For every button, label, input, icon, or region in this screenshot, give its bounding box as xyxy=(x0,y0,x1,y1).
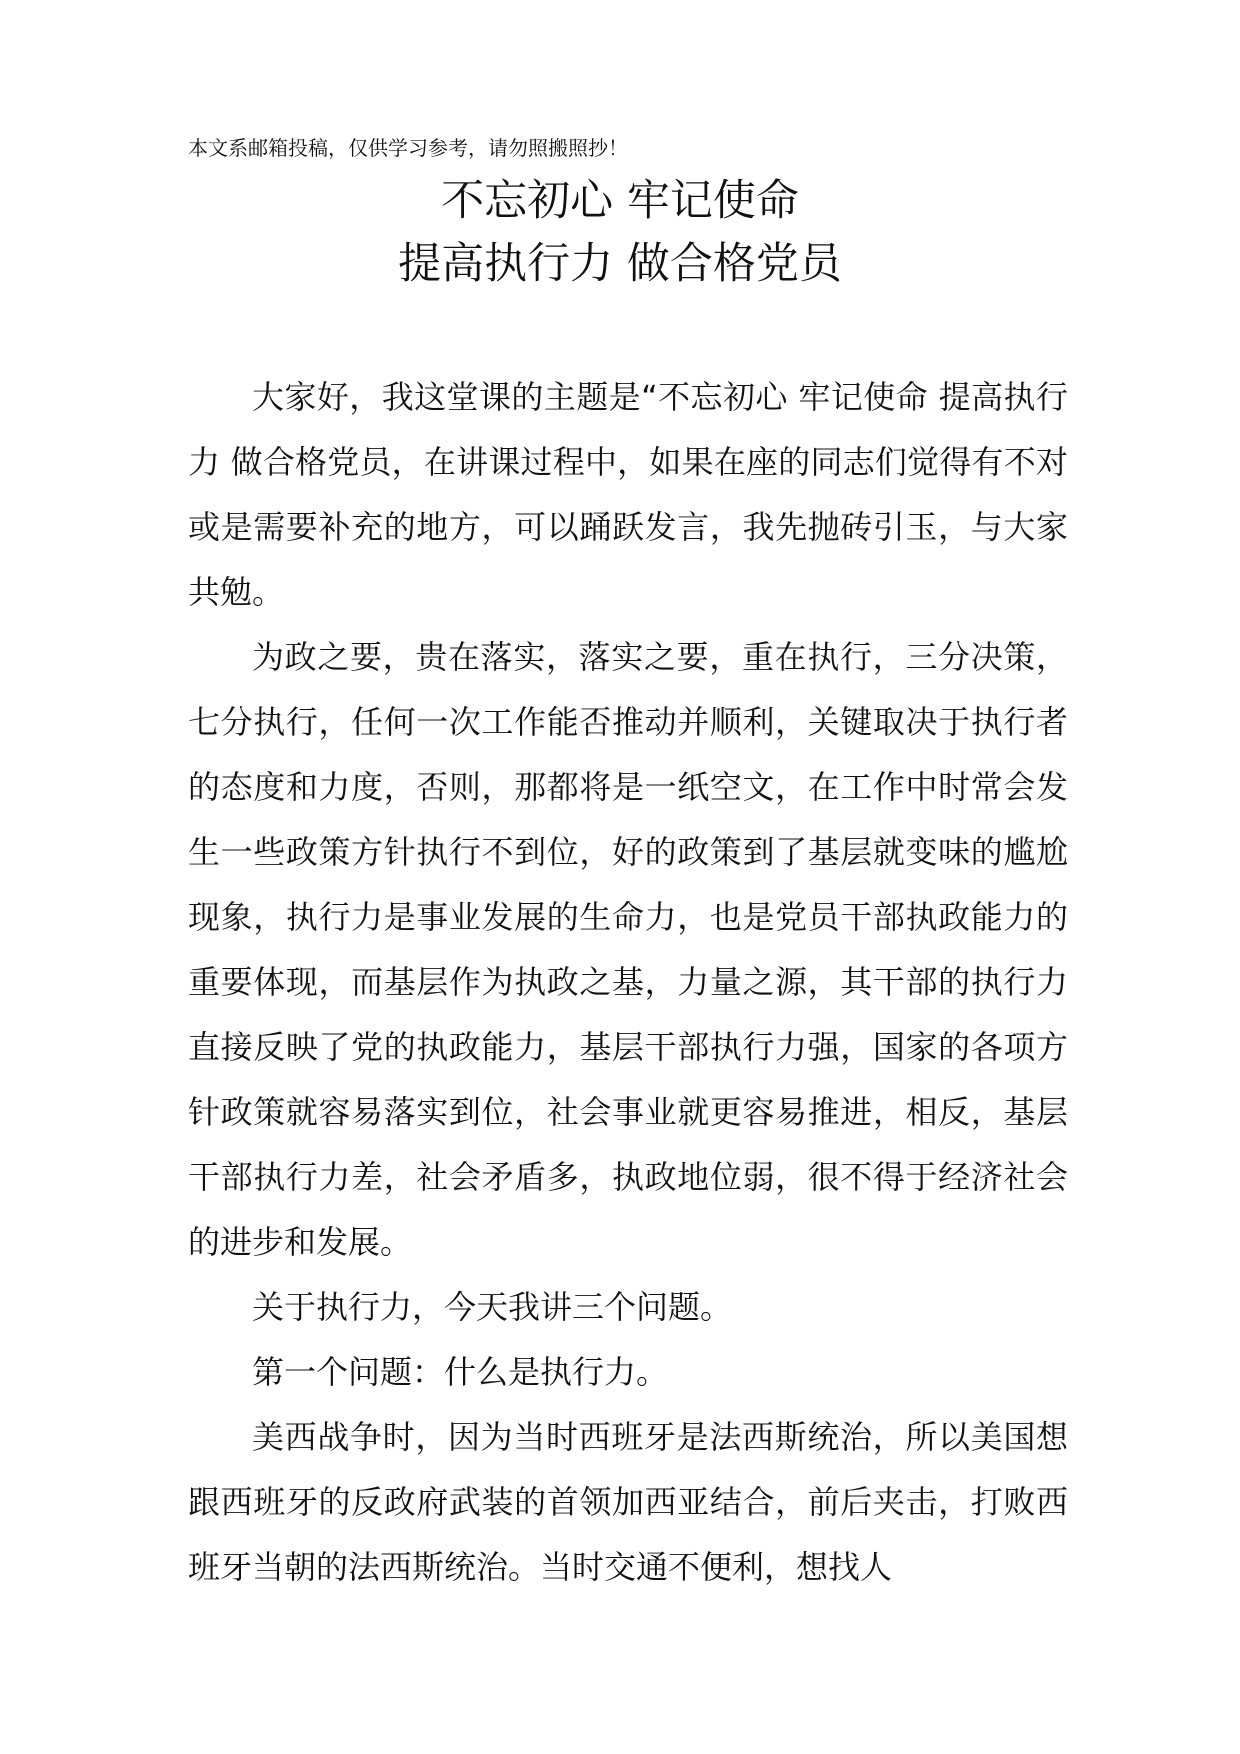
paragraph-execution-importance: 为政之要，贵在落实，落实之要，重在执行，三分决策，七分执行，任何一次工作能否推动并顺利，关键取决于执行者的态度和力度，否则，那都将是一纸空文，在工作中时常会发生一些政策方针执行不到位，好的政策到了基层就变味的尴尬现象，执行力是事业发展的生命力，也是党员干部执政能力的重要体现，而基层作为执政之基，力量之源，其干部的执行力直接反映了党的执政能力，基层干部执行力强，国家的各项方针政策就容易落实到位，社会事业就更容易推进，相反，基层干部执行力差，社会矛盾多，执政地位弱，很不得于经济社会的进步和发展。 xyxy=(188,638,1068,1261)
document-body xyxy=(188,365,1068,1600)
paragraph-question-one: 第一个问题：什么是执行力。 xyxy=(252,1353,669,1391)
title-line-1: 不忘初心 牢记使命 xyxy=(441,176,799,226)
title-line-2: 提高执行力 做合格党员 xyxy=(398,239,842,289)
paragraph-intro: 大家好，我这堂课的主题是“不忘初心 牢记使命 提高执行力 做合格党员，在讲课过程中，如果在座的同志们觉得有不对或是需要补充的地方，可以踊跃发言，我先抛砖引玉，与大家共勉。 xyxy=(188,378,1068,611)
paragraph-story: 美西战争时，因为当时西班牙是法西斯统治，所以美国想跟西班牙的反政府武装的首领加西亚结合，前后夹击，打败西班牙当朝的法西斯统治。当时交通不便利，想找人 xyxy=(188,1418,1068,1586)
paragraph-three-questions: 关于执行力，今天我讲三个问题。 xyxy=(252,1288,733,1326)
submission-notice: 本文系邮箱投稿，仅供学习参考，请勿照搬照抄！ xyxy=(188,136,628,160)
